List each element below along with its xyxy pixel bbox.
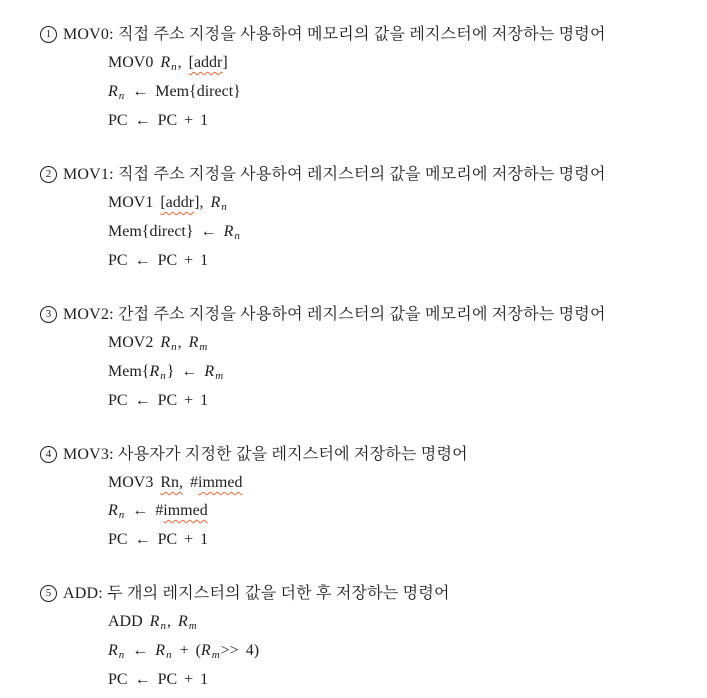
code-line: [108, 387, 693, 415]
code-line: [108, 189, 693, 218]
code-text: R: [177, 613, 188, 630]
code-text: Mem{direct} ←: [108, 223, 224, 240]
code-text: n: [171, 341, 177, 353]
code-text: R: [204, 363, 215, 380]
code-text: n: [234, 230, 240, 242]
code-line: [108, 469, 693, 497]
code-text: PC ← PC + 1: [108, 252, 209, 269]
code-text: R: [210, 194, 221, 211]
code-text: R: [149, 613, 160, 630]
instruction-section: [40, 21, 693, 135]
code-text: PC ← PC + 1: [108, 112, 209, 129]
code-text: R: [108, 502, 118, 519]
circled-number-icon: 3: [40, 306, 57, 323]
code-text: n: [171, 61, 177, 73]
code-line: [108, 608, 693, 637]
section-lines: [108, 189, 693, 275]
code-text: PC ← PC + 1: [108, 531, 209, 548]
code-line: [108, 666, 693, 694]
code-line: [108, 637, 693, 666]
code-text: MOV0: [108, 54, 161, 71]
circled-number-icon: 2: [40, 166, 57, 183]
code-text: ],: [194, 194, 211, 211]
code-line: [108, 526, 693, 554]
section-heading: [40, 21, 693, 49]
circled-number-icon: 1: [40, 26, 57, 43]
code-text: } ←: [166, 363, 205, 380]
code-line: [108, 78, 693, 107]
section-lines: [108, 329, 693, 415]
spellcheck-squiggle-text: [addr: [188, 54, 223, 71]
code-text: PC ← PC + 1: [108, 392, 209, 409]
instruction-section: [40, 580, 693, 694]
code-text: R: [188, 334, 199, 351]
section-lines: [108, 49, 693, 135]
code-text: n: [160, 620, 166, 632]
circled-number-icon: 4: [40, 446, 57, 463]
code-text: MOV1: [108, 194, 161, 211]
code-text: R: [160, 54, 171, 71]
circled-number-icon: 5: [40, 585, 57, 602]
code-text: m: [211, 649, 220, 661]
section-heading-text: MOV0: 직접 주소 지정을 사용하여 메모리의 값을 레지스터에 저장하는 명령어: [63, 26, 606, 43]
code-text: R: [108, 83, 118, 100]
section-lines: [108, 608, 693, 694]
code-text: R: [149, 363, 160, 380]
code-text: ←: [125, 642, 156, 659]
code-text: MOV2: [108, 334, 161, 351]
code-line: [108, 247, 693, 275]
instruction-section: [40, 441, 693, 554]
spellcheck-squiggle-text: Rn,: [160, 474, 184, 491]
code-line: [108, 218, 693, 247]
spellcheck-squiggle-text: immed: [163, 502, 208, 519]
code-line: [108, 329, 693, 358]
code-text: n: [160, 370, 166, 382]
section-heading: [40, 301, 693, 329]
code-text: ADD: [108, 613, 150, 630]
code-text: m: [199, 341, 208, 353]
document-body: [40, 21, 693, 694]
code-text: n: [221, 201, 227, 213]
code-text: ,: [177, 334, 189, 351]
code-text: + (: [172, 642, 201, 659]
code-line: [108, 49, 693, 78]
code-line: [108, 107, 693, 135]
code-text: R: [160, 334, 171, 351]
section-heading-text: ADD: 두 개의 레지스터의 값을 더한 후 저장하는 명령어: [63, 585, 450, 602]
code-text: #: [183, 474, 199, 491]
code-text: n: [166, 649, 172, 661]
code-text: m: [188, 620, 197, 632]
section-lines: [108, 469, 693, 554]
code-text: n: [118, 509, 125, 521]
code-text: PC ← PC + 1: [108, 671, 209, 688]
code-text: R: [155, 642, 166, 659]
section-heading: [40, 441, 693, 469]
instruction-section: [40, 161, 693, 275]
code-text: ]: [222, 54, 228, 71]
code-text: Mem{: [108, 363, 150, 380]
code-text: ,: [177, 54, 189, 71]
code-line: [108, 497, 693, 526]
section-heading: [40, 580, 693, 608]
section-heading: [40, 161, 693, 189]
code-text: n: [118, 90, 125, 102]
code-text: >> 4): [220, 642, 260, 659]
spellcheck-squiggle-text: immed: [198, 474, 243, 491]
code-text: R: [108, 642, 118, 659]
section-heading-text: MOV3: 사용자가 지정한 값을 레지스터에 저장하는 명령어: [63, 446, 468, 463]
code-text: ← Mem{direct}: [125, 83, 241, 100]
code-text: ,: [166, 613, 178, 630]
code-text: n: [118, 649, 125, 661]
code-text: R: [223, 223, 234, 240]
code-text: R: [200, 642, 211, 659]
spellcheck-squiggle-text: [addr: [160, 194, 195, 211]
section-heading-text: MOV2: 간접 주소 지정을 사용하여 레지스터의 값을 메모리에 저장하는 명령어: [63, 306, 606, 323]
instruction-section: [40, 301, 693, 415]
section-heading-text: MOV1: 직접 주소 지정을 사용하여 레지스터의 값을 메모리에 저장하는 명령어: [63, 166, 606, 183]
code-text: ← #: [125, 502, 164, 519]
code-text: MOV3: [108, 474, 161, 491]
code-line: [108, 358, 693, 387]
code-text: m: [215, 370, 224, 382]
